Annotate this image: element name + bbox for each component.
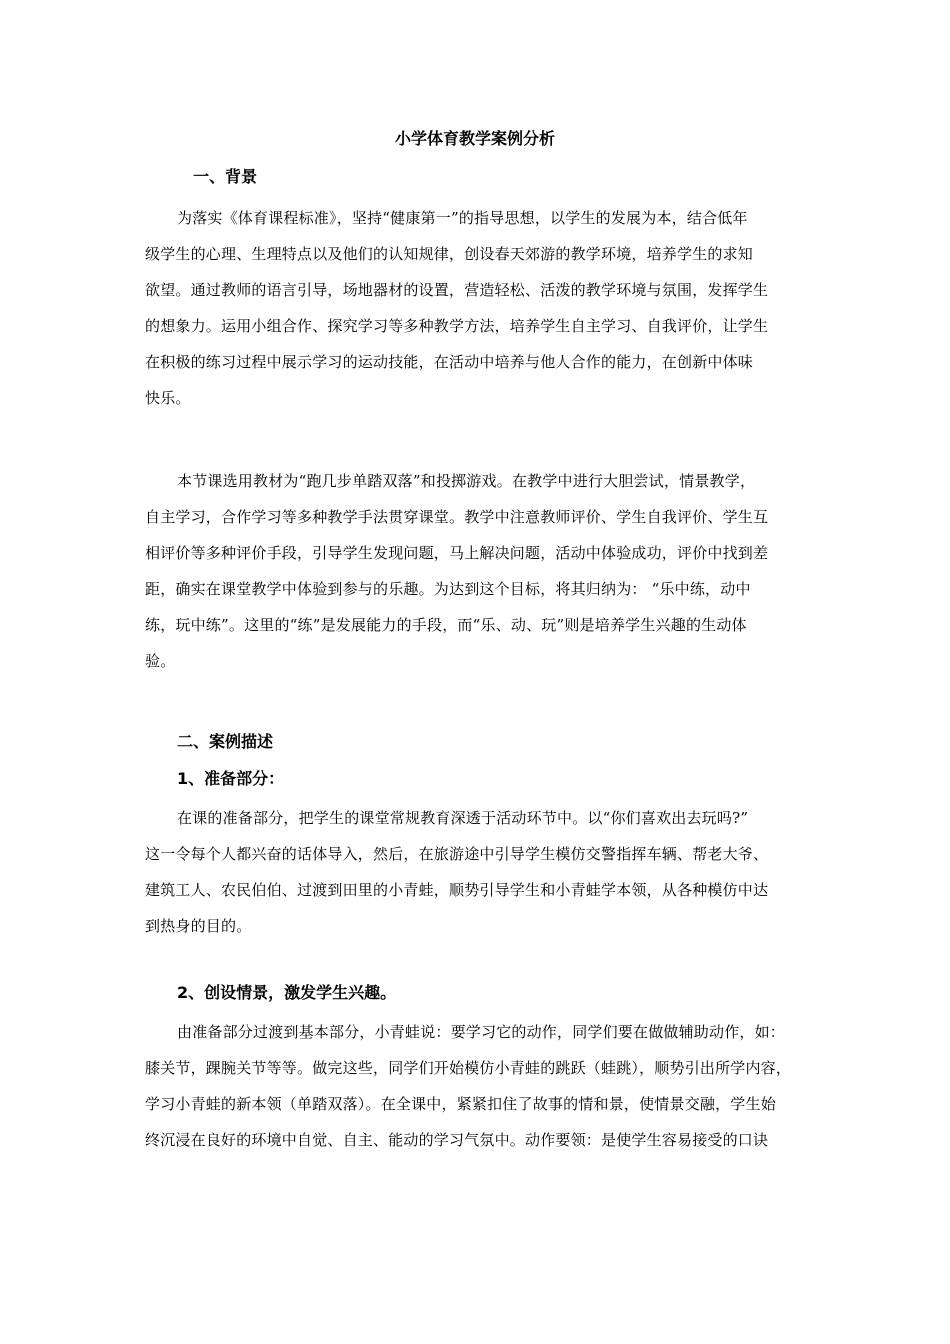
subsection-heading-scenario: 2、创设情景，激发学生兴趣。 xyxy=(177,983,397,1002)
text-line: 的想象力。运用小组合作、探究学习等多种教学方法，培养学生自主学习、自我评价，让学生 xyxy=(145,317,769,335)
text-line: 相评价等多种评价手段，引导学生发现问题，马上解决问题，活动中体验成功，评价中找到差 xyxy=(145,544,769,562)
text-line: 级学生的心理、生理特点以及他们的认知规律，创设春天郊游的教学环境，培养学生的求知 xyxy=(145,245,754,263)
text-line: 自主学习，合作学习等多种教学手法贯穿课堂。教学中注意教师评价、学生自我评价、学生互 xyxy=(145,508,769,526)
section-heading-background: 一、背景 xyxy=(193,167,258,186)
text-line: 为落实《体育课程标准》，坚持“健康第一”的指导思想，以学生的发展为本，结合低年 xyxy=(177,209,748,227)
text-line: 练，玩中练”。这里的“练”是发展能力的手段，而“乐、动、玩”则是培养学生兴趣的生动体 xyxy=(145,616,747,634)
text-line: 本节课选用教材为“跑几步单踏双落”和投掷游戏。在教学中进行大胆尝试，情景教学， xyxy=(177,472,756,490)
text-line: 终沉浸在良好的环境中自觉、自主、能动的学习气氛中。动作要领：是使学生容易接受的口诀 xyxy=(145,1131,769,1149)
text-line: 建筑工人、农民伯伯、过渡到田里的小青蛙，顺势引导学生和小青蛙学本领，从各种模仿中达 xyxy=(145,881,769,899)
text-line: 膝关节，踝腕关节等等。做完这些，同学们开始模仿小青蛙的跳跃（蛙跳），顺势引出所学内容， xyxy=(145,1059,792,1077)
text-line: 在课的准备部分，把学生的课堂常规教育深透于活动环节中。以“你们喜欢出去玩吗?” xyxy=(177,809,749,827)
text-line: 学习小青蛙的新本领（单踏双落）。在全课中，紧紧扣住了故事的情和景，使情景交融，学生始 xyxy=(145,1095,776,1113)
text-line: 欲望。通过教师的语言引导，场地器材的设置，营造轻松、活泼的教学环境与氛围，发挥学生 xyxy=(145,281,769,299)
text-line: 这一令每个人都兴奋的话体导入，然后，在旅游途中引导学生模仿交警指挥车辆、帮老大爷、 xyxy=(145,845,769,863)
paragraph-background-2 xyxy=(145,463,811,679)
paragraph-background-1 xyxy=(145,200,811,416)
text-line: 验。 xyxy=(145,652,176,670)
subsection-heading-preparation: 1、准备部分： xyxy=(177,769,285,788)
text-line: 快乐。 xyxy=(145,389,191,407)
paragraph-scenario xyxy=(145,1014,811,1158)
text-line: 在积极的练习过程中展示学习的运动技能，在活动中培养与他人合作的能力，在创新中体味 xyxy=(145,353,754,371)
paragraph-preparation xyxy=(145,800,811,944)
text-line: 距，确实在课堂教学中体验到参与的乐趣。为达到这个目标，将其归纳为： “乐中练，动中 xyxy=(145,580,751,598)
text-line: 由准备部分过渡到基本部分，小青蛙说：要学习它的动作，同学们要在做做辅助动作，如： xyxy=(177,1023,786,1041)
section-heading-case-description: 二、案例描述 xyxy=(177,732,274,751)
page-title: 小学体育教学案例分析 xyxy=(394,129,555,148)
text-line: 到热身的目的。 xyxy=(145,917,252,935)
